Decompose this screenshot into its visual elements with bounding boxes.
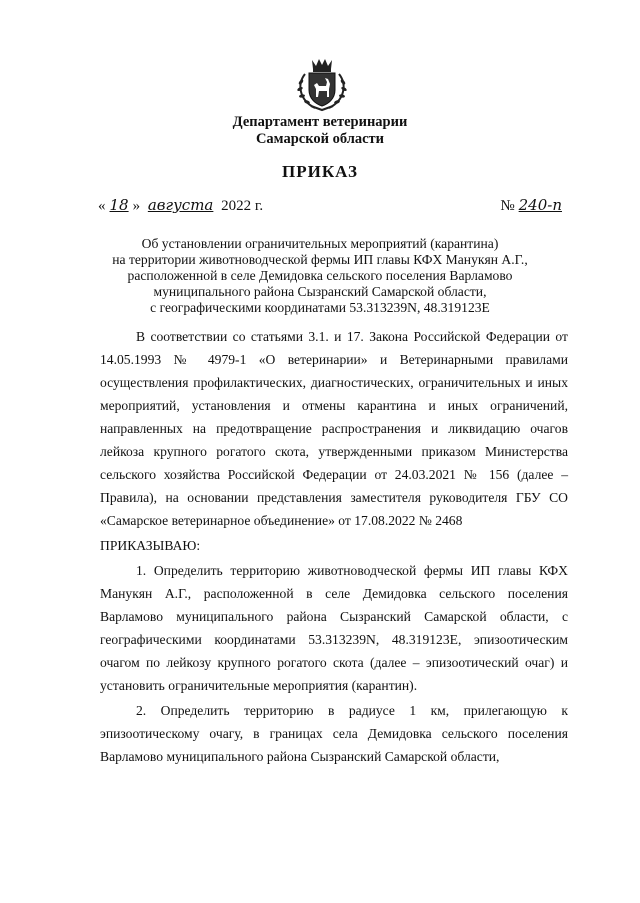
preamble-paragraph: В соответствии со статьями 3.1. и 17. Закона Российской Федерации от 14.05.1993 № 4979-1 «О ветеринарии» и Ветеринарными правилами осуществления профилактических, диагностических, ограничительных и иных мероприятий, установления и отмены карантина и иных ограничений, направленных на предотвращение распространения и ликвидацию очагов лейкоза крупного рогатого скота, утвержденными приказом Министерства сельского хозяйства Российской Федерации от 24.03.2021 № 156 (далее – Правила), на основании представления заместителя руководителя ГБУ СО «Самарское ветеринарное объединение» от 17.08.2022 № 2468 [100,329,568,528]
order-item-1: 1. Определить территорию животноводческой фермы ИП главы КФХ Манукян А.Г., расположенной в селе Демидовка сельского поселения Варламово муниципального района Сызранский Самарской области, с географическими координатами 53.313239N, 48.319123E, эпизоотическим очагом по лейкозу крупного рогатого скота (далее – эпизоотический очаг) и установить ограничительные мероприятия (карантин). [100,563,568,693]
subject-line: муниципального района Сызранский Самарской области, [153,284,487,299]
order-number [500,196,566,215]
order-number-label: № [500,198,515,214]
department-name-line2: Самарской области [255,131,385,147]
document-title: ПРИКАЗ [282,162,358,181]
order-date [98,196,263,215]
subject-line: расположенной в селе Демидовка сельского поселения Варламово [127,268,513,283]
date-year: 2022 г. [221,198,264,214]
order-body [100,325,568,770]
order-number-value: 240-п [518,196,562,214]
date-number-line [98,196,566,220]
subject-line: Об установлении ограничительных мероприятий (карантина) [141,236,499,251]
samara-coat-of-arms-icon [293,56,351,112]
date-open-quote: « [98,198,106,214]
date-month: августа [147,196,214,214]
subject-line: на территории животноводческой фермы ИП главы КФХ Манукян А.Г., [112,252,528,267]
subject-line: с географическими координатами 53.313239N, 48.319123E [150,300,490,315]
date-day: 18 [109,196,129,214]
order-command: ПРИКАЗЫВАЮ: [100,538,201,553]
order-item-2: 2. Определить территорию в радиусе 1 км, прилегающую к эпизоотическому очагу, в границах села Демидовка сельского поселения Варламово муниципального района Сызранский Самарской области, [100,703,568,764]
date-close-quote: » [132,198,141,214]
order-subject [80,236,560,316]
department-name-line1: Департамент ветеринарии [232,114,408,130]
